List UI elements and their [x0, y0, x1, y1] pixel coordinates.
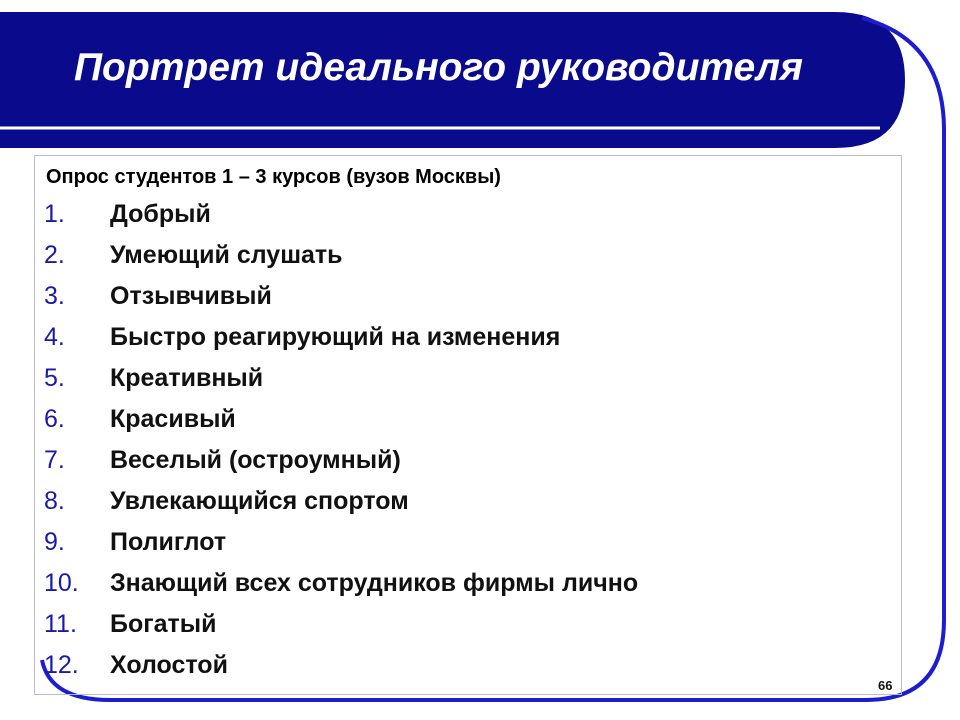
item-number: 7. — [44, 446, 65, 474]
item-text: Умеющий слушать — [110, 241, 343, 269]
item-text: Веселый (остроумный) — [110, 446, 401, 474]
item-number: 11. — [44, 610, 77, 638]
item-number: 1. — [44, 200, 65, 228]
item-number: 10. — [44, 569, 79, 597]
item-text: Добрый — [110, 200, 211, 228]
item-text: Креативный — [110, 364, 264, 392]
item-text: Полиглот — [110, 528, 227, 556]
item-number: 12. — [44, 651, 79, 679]
page-number: 66 — [878, 678, 893, 693]
item-number: 9. — [44, 528, 65, 556]
slide-title: Портрет идеального руководителя — [74, 46, 803, 89]
item-text: Отзывчивый — [110, 282, 272, 310]
item-number: 5. — [44, 364, 65, 392]
item-number: 3. — [44, 282, 65, 310]
item-text: Холостой — [110, 651, 228, 679]
survey-subtitle: Опрос студентов 1 – 3 курсов (вузов Москвы) — [46, 166, 501, 188]
item-number: 2. — [44, 241, 65, 269]
item-number: 6. — [44, 405, 65, 433]
item-number: 4. — [44, 323, 65, 351]
item-number: 8. — [44, 487, 65, 515]
item-text: Быстро реагирующий на изменения — [110, 323, 561, 351]
item-text: Красивый — [110, 405, 236, 433]
item-text: Богатый — [110, 610, 217, 638]
item-text: Увлекающийся спортом — [110, 487, 409, 515]
item-text: Знающий всех сотрудников фирмы лично — [110, 569, 639, 597]
